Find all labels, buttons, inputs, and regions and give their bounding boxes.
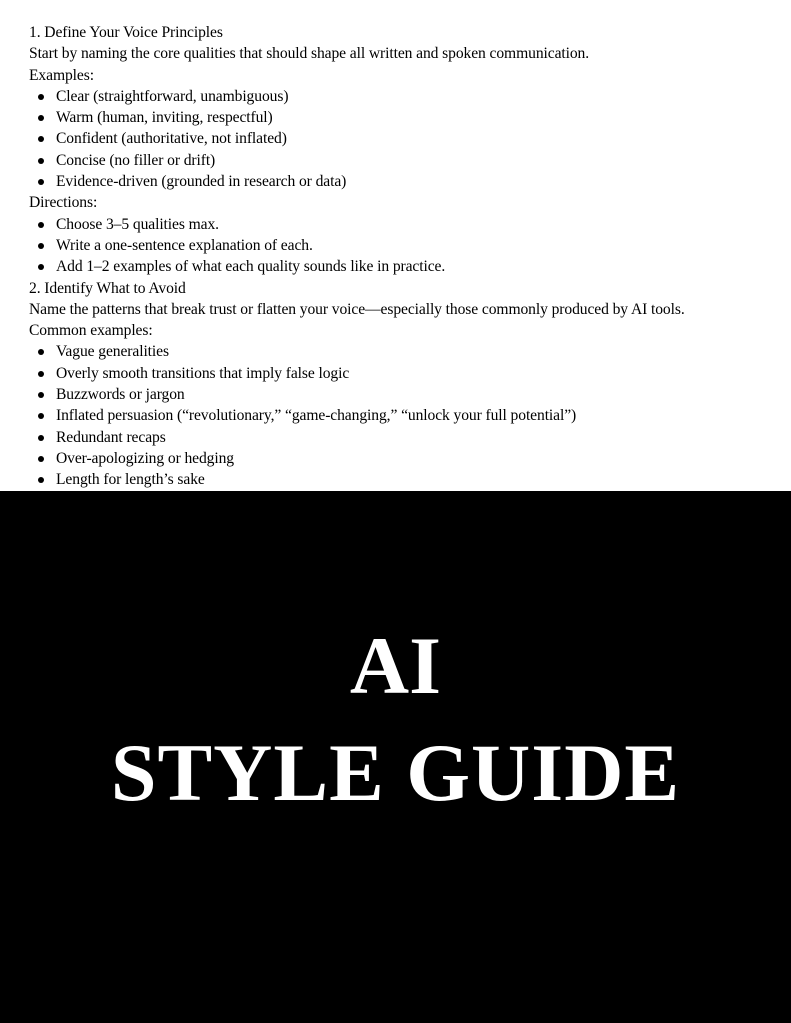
list-item [29,86,779,107]
cover-title-line-1: AI [349,620,442,711]
list-item-text: Vague generalities [56,343,169,361]
list-item [29,235,779,256]
bullet-icon [38,179,44,185]
bullet-icon [38,371,44,377]
list-item [29,171,779,192]
section-1-intro: Start by naming the core qualities that should shape all written and spoken communication. [29,45,590,63]
bullet-icon [38,264,44,270]
list-item [29,150,779,171]
bullet-icon [38,243,44,249]
bullet-icon [38,94,44,100]
cover-panel [0,491,791,1023]
list-item [29,341,779,362]
list-item-text: Over-apologizing or hedging [56,449,234,467]
bullet-icon [38,158,44,164]
list-item [29,256,779,277]
section-2-examples-list [29,341,779,490]
list-item-text: Add 1–2 examples of what each quality sounds like in practice. [56,258,446,276]
list-item [29,469,779,490]
bullet-icon [38,136,44,142]
section-2-heading: 2. Identify What to Avoid [29,279,186,297]
list-item-text: Warm (human, inviting, respectful) [56,109,273,127]
bullet-icon [38,222,44,228]
list-item-text: Clear (straightforward, unambiguous) [56,87,289,105]
cover-title-line-2: STYLE GUIDE [110,727,681,818]
section-1-directions-list [29,214,779,278]
list-item [29,363,779,384]
list-item-text: Length for length’s sake [56,471,205,489]
bullet-icon [38,477,44,483]
list-item [29,405,779,426]
list-item-text: Evidence-driven (grounded in research or data) [56,173,347,191]
section-1-examples-list [29,86,779,192]
list-item [29,214,779,235]
list-item [29,448,779,469]
list-item-text: Confident (authoritative, not inflated) [56,130,287,148]
bullet-icon [38,413,44,419]
list-item-text: Buzzwords or jargon [56,386,185,404]
bullet-icon [38,435,44,441]
list-item-text: Redundant recaps [56,428,166,446]
list-item-text: Choose 3–5 qualities max. [56,215,219,233]
section-1-heading: 1. Define Your Voice Principles [29,24,223,41]
list-item-text: Write a one-sentence explanation of each. [56,236,313,254]
list-item [29,384,779,405]
section-1-directions-label: Directions: [29,194,98,212]
list-item [29,128,779,149]
bullet-icon [38,115,44,121]
list-item-text: Overly smooth transitions that imply false logic [56,364,350,382]
section-1-examples-label: Examples: [29,66,94,84]
document-body [29,22,779,491]
bullet-icon [38,392,44,398]
section-2-examples-label: Common examples: [29,322,153,340]
list-item [29,427,779,448]
bullet-icon [38,349,44,355]
bullet-icon [38,456,44,462]
list-item [29,107,779,128]
list-item-text: Inflated persuasion (“revolutionary,” “game-changing,” “unlock your full potential”) [56,407,577,425]
section-2-intro: Name the patterns that break trust or flatten your voice—especially those commonly produced by AI tools. [29,300,685,318]
list-item-text: Concise (no filler or drift) [56,151,216,169]
